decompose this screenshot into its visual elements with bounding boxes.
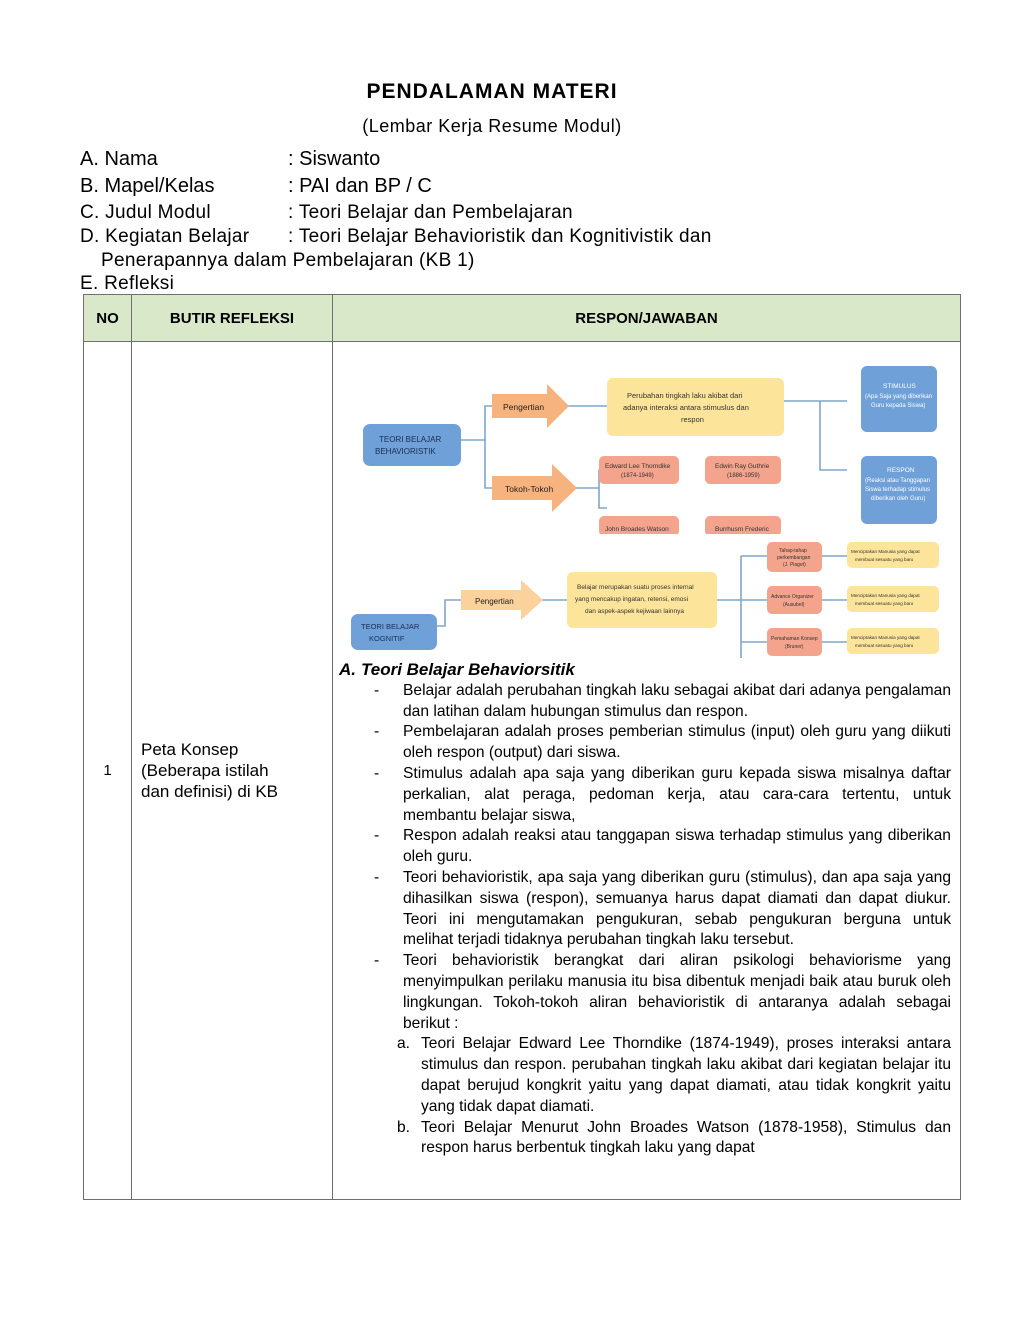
tokoh-line: Edwin Ray Guthrie <box>715 463 770 470</box>
behavior-root <box>363 424 461 466</box>
respon-line: diberikan oleh Guru) <box>871 496 926 502</box>
list-item: - Belajar adalah perubahan tingkah laku sebagai akibat dari adanya pengalaman dan latihan dalam hubungan stimulus dan respon. <box>339 681 951 723</box>
row-butir <box>132 342 333 1200</box>
tokoh-guthrie <box>705 456 781 484</box>
response-content <box>333 658 960 1159</box>
kognitif-definition-line: dan aspek-aspek kejiwaan lainnya <box>585 608 685 615</box>
kognitif-root <box>351 614 437 650</box>
tokoh-line: Edward Lee Thorndike <box>605 463 671 470</box>
tahap-line: Advance Organizer <box>771 594 814 600</box>
hasil-line: membuat sesuatu yang baru <box>855 601 914 606</box>
kognitif-definition-line: yang mencakup ingatan, retensi, emosi <box>575 596 689 603</box>
meta-kegiatan-cont: Penerapannya dalam Pembelajaran (KB 1) <box>101 250 475 271</box>
butir-line: (Beberapa istilah <box>141 761 269 780</box>
page-subtitle: (Lembar Kerja Resume Modul) <box>362 116 622 136</box>
list-item: - Teori behavioristik, apa saja yang diberikan guru (stimulus), dan apa saja yang dihasilkan siswa (respon), semuanya harus dapat diamati dan dapat diukur. Teori ini mengutamakan pengukuran, sebab pengukuran berguna untuk melihat terjadi tidaknya perubahan tingkah laku tersebut. <box>339 868 951 951</box>
tahap-line: Pemahaman Konsep <box>771 636 818 642</box>
sublist-text: Teori Belajar Edward Lee Thorndike (1874-1949), proses interaksi antara stimulus dan respon. perubahan tingkah laku akibat dari kegiatan belajar itu dapat berujud kongkrit yaitu yang dapat diamati, atau tidak kongkrit yaitu yang tidak dapat diamati. <box>421 1035 951 1115</box>
meta-label: C. Judul Modul <box>80 202 211 223</box>
header-no: NO <box>84 295 132 342</box>
list-item: - Pembelajaran adalah proses pemberian stimulus (input) oleh guru yang diikuti oleh respon (output) dari siswa. <box>339 722 951 764</box>
header-respon: RESPON/JAWABAN <box>333 295 961 342</box>
sublist-marker: a. <box>397 1035 411 1053</box>
tahap-bruner <box>767 628 822 656</box>
pengertian-label: Pengertian <box>503 402 545 412</box>
meta-nama <box>80 148 380 171</box>
hasil-line: Menciptakan Manusia yang dapat <box>851 549 920 554</box>
tokoh-line: Burrhusm Frederic <box>715 526 769 533</box>
tokoh-thorndike <box>599 456 679 484</box>
tokoh-sublist <box>397 1034 951 1159</box>
meta-label: D. Kegiatan Belajar <box>80 226 250 247</box>
diagram-crop <box>337 534 945 542</box>
kognitif-pengertian-label: Pengertian <box>475 597 514 606</box>
kognitif-definition-line: Belajar merupakan suatu proses internal <box>577 584 694 591</box>
list-item: - Respon adalah reaksi atau tanggapan siswa terhadap stimulus yang diberikan oleh guru. <box>339 826 951 868</box>
hasil-line: Menciptakan Manusia yang dapat <box>851 635 920 640</box>
meta-kegiatan <box>80 226 712 248</box>
row-number: 1 <box>84 342 132 1200</box>
header-butir: BUTIR REFLEKSI <box>132 295 333 342</box>
meta-refleksi: E. Refleksi <box>80 273 175 294</box>
tahap-line: (J. Piaget) <box>783 562 806 568</box>
hasil-box <box>847 628 939 654</box>
definition-line: Perubahan tingkah laku akibat dari <box>627 391 743 400</box>
tahap-line: Tahap-tahap <box>779 548 807 554</box>
stimulus-line: STIMULUS <box>883 383 916 390</box>
tokoh-line: John Broades Watson <box>605 526 669 533</box>
hasil-box <box>847 542 939 568</box>
concept-map-diagram <box>337 358 945 658</box>
list-item-text: - Teori behavioristik berangkat dari aliran psikologi behaviorisme yang menyimpulkan perilaku manusia itu bisa dibentuk menjadi baik atau buruk oleh lingkungan. Tokoh-tokoh aliran behavioristik di antaranya adalah sebagai berikut : <box>403 952 951 1032</box>
list-item-with-sublist <box>339 951 951 1159</box>
meta-mapel <box>80 175 432 198</box>
definition-line: respon <box>681 415 704 424</box>
section-heading-letter: A. <box>339 660 356 679</box>
section-heading <box>339 660 951 681</box>
tahap-ausubel <box>767 586 822 614</box>
butir-line: Peta Konsep <box>141 740 239 759</box>
sublist-text: Teori Belajar Menurut John Broades Watson (1878-1958), Stimulus dan respon harus berbentuk tingkah laku yang dapat <box>421 1118 951 1157</box>
hasil-line: membuat sesuatu yang baru <box>855 557 914 562</box>
stimulus-line: (Apa Saja yang diberikan <box>865 394 933 400</box>
page-title: PENDALAMAN MATERI <box>366 80 618 103</box>
tokoh-label: Tokoh-Tokoh <box>505 484 554 494</box>
tahap-line: (Bruner) <box>785 644 804 650</box>
meta-value: : Teori Belajar dan Pembelajaran <box>288 202 573 223</box>
respon-line: (Reaksi atau Tanggapan <box>865 478 930 484</box>
kognitif-root-line: TEORI BELAJAR <box>361 622 420 631</box>
sublist-item <box>397 1034 951 1117</box>
behavior-root-line: BEHAVIORISTIK <box>375 447 436 456</box>
sublist-item <box>397 1118 951 1160</box>
row-respon <box>333 342 961 1200</box>
section-heading-text: Teori Belajar Behaviorsitik <box>361 660 575 679</box>
meta-value: : Teori Belajar Behavioristik dan Kognitivistik dan <box>288 226 712 247</box>
hasil-box <box>847 586 939 612</box>
meta-label: A. Nama <box>80 148 158 170</box>
meta-value: : Siswanto <box>288 148 381 170</box>
tokoh-line: (1874-1949) <box>621 473 654 479</box>
stimulus-line: Guru kepada Siswa) <box>871 403 926 409</box>
definition-line: adanya interaksi antara stimuslus dan <box>623 403 749 412</box>
tahap-line: (Ausubel) <box>783 602 805 608</box>
hasil-line: membuat sesuatu yang baru <box>855 643 914 648</box>
meta-value: : PAI dan BP / C <box>288 175 432 197</box>
list-item: - Stimulus adalah apa saja yang diberikan guru kepada siswa misalnya daftar perkalian, alat peraga, pedoman kerja, atau cara-cara tertentu, untuk membantu belajar siswa, <box>339 764 951 826</box>
reflection-table <box>83 294 961 1200</box>
meta-label: B. Mapel/Kelas <box>80 175 215 197</box>
kognitif-root-line: KOGNITIF <box>369 634 405 643</box>
table-header-row <box>84 295 961 342</box>
definition-list <box>339 681 951 1159</box>
sublist-marker: b. <box>397 1118 411 1136</box>
butir-line: dan definisi) di KB <box>141 782 279 801</box>
respon-line: RESPON <box>887 467 915 474</box>
meta-judul <box>80 202 573 224</box>
tokoh-line: (1886-1959) <box>727 473 760 479</box>
respon-line: Siswa terhadap stimulus <box>865 487 931 493</box>
tahap-line: perkembangan <box>777 555 811 561</box>
hasil-line: Menciptakan Manusia yang dapat <box>851 593 920 598</box>
behavior-root-line: TEORI BELAJAR <box>379 435 442 444</box>
table-row <box>84 342 961 1200</box>
